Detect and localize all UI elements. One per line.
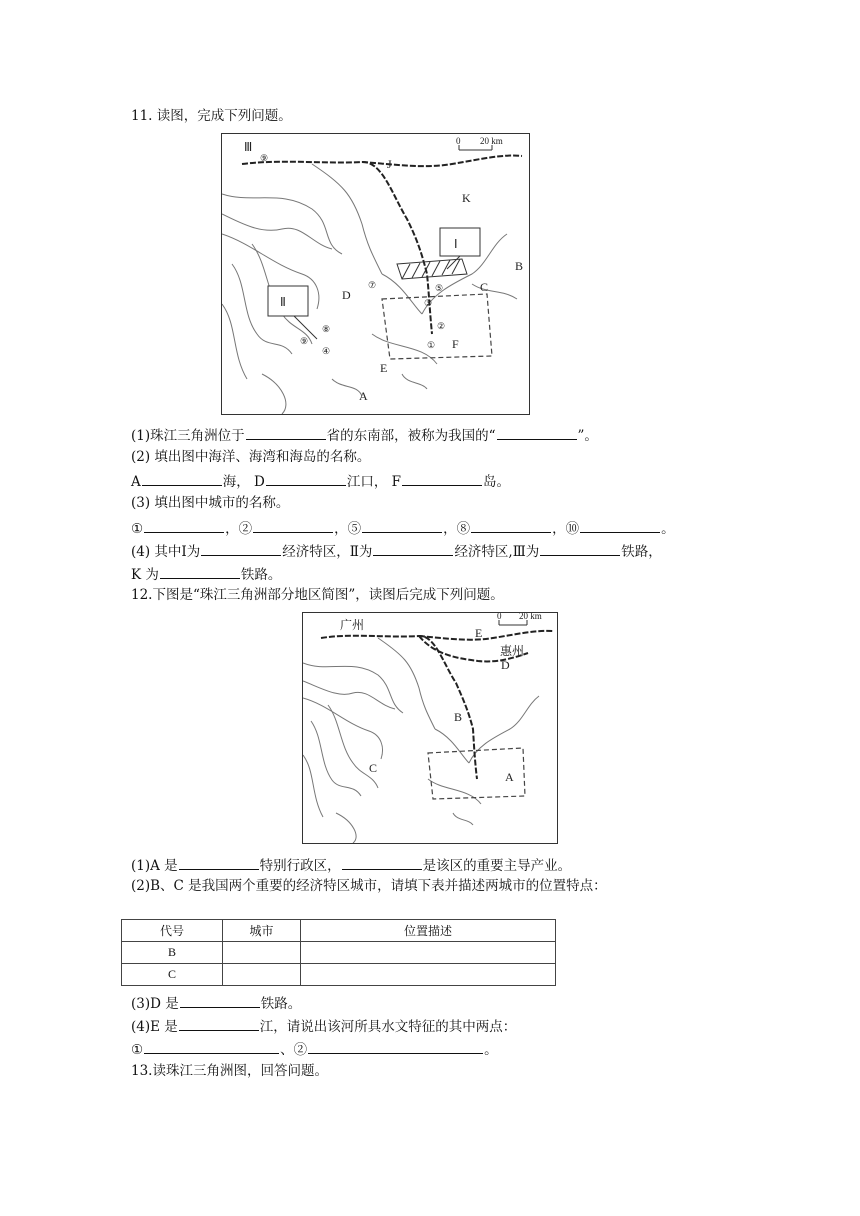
label-a: A <box>359 389 368 403</box>
label-d: D <box>342 288 351 302</box>
table-row <box>122 942 556 964</box>
q12-part3: (3)D 是 铁路。 <box>131 993 301 1013</box>
scale-zero: 0 <box>456 136 461 146</box>
table-answer-cell[interactable] <box>301 942 556 964</box>
q12-part4: (4)E 是 江，请说出该河所具水文特征的其中两点： <box>131 1016 516 1036</box>
q11-part1: (1)珠江三角洲位于 省的东南部，被称为我国的“ ”。 <box>131 425 598 445</box>
label-a: A <box>505 770 514 784</box>
label-b: B <box>515 259 524 273</box>
label-huizhou: 惠州 <box>500 644 525 658</box>
table-header: 城市 <box>223 920 301 942</box>
city-3-marker: ③ <box>424 298 433 308</box>
q11-part4: (4) 其中Ⅰ为 经济特区，Ⅱ为 经济特区,Ⅲ为 铁路， <box>131 541 662 561</box>
answer-blank[interactable] <box>253 518 333 533</box>
answer-blank[interactable] <box>402 471 482 486</box>
answer-blank[interactable] <box>179 855 259 870</box>
scale-label: 20 km <box>480 136 503 146</box>
city-1-marker: ① <box>427 340 436 350</box>
city-9-marker: ⑨ <box>260 153 269 163</box>
q13-title: 13.读珠江三角洲图，回答问题。 <box>131 1063 328 1079</box>
q11-part2-blanks: A 海， D 江口， F 岛。 <box>131 471 510 491</box>
answer-blank[interactable] <box>308 1039 483 1054</box>
answer-blank[interactable] <box>160 564 240 579</box>
scale-label: 20 km <box>519 613 542 621</box>
city-4-marker: ④ <box>322 346 331 356</box>
q11-part4-cont: K 为 铁路。 <box>131 564 281 584</box>
table-answer-cell[interactable] <box>223 942 301 964</box>
map-figure-12 <box>302 612 558 844</box>
answer-blank[interactable] <box>201 541 281 556</box>
answer-blank[interactable] <box>266 471 346 486</box>
answer-blank[interactable] <box>373 541 453 556</box>
table-header-row <box>122 920 556 942</box>
label-k: K <box>462 191 471 205</box>
label-e: E <box>380 361 388 375</box>
answer-blank[interactable] <box>342 855 422 870</box>
answer-blank[interactable] <box>246 425 326 440</box>
answer-blank[interactable] <box>144 518 224 533</box>
answer-blank[interactable] <box>179 1016 259 1031</box>
table-cell: C <box>122 964 223 986</box>
table-header: 位置描述 <box>301 920 556 942</box>
answer-blank[interactable] <box>180 993 260 1008</box>
table-cell: B <box>122 942 223 964</box>
map-figure-11 <box>221 133 530 415</box>
city-8-marker: ⑧ <box>322 324 331 334</box>
q11-part2: (2) 填出图中海洋、海湾和海岛的名称。 <box>131 449 371 465</box>
label-i: Ⅰ <box>454 237 458 251</box>
table-answer-cell[interactable] <box>223 964 301 986</box>
q12-part1: (1)A 是 特别行政区， 是该区的重要主导产业。 <box>131 855 571 875</box>
label-ii: Ⅱ <box>280 295 286 309</box>
city-9b-marker: ⑨ <box>300 336 309 346</box>
answer-blank[interactable] <box>144 1039 279 1054</box>
table-answer-cell[interactable] <box>301 964 556 986</box>
q11-title: 11. 读图，完成下列问题。 <box>131 108 292 124</box>
city-5-marker: ⑤ <box>435 283 444 293</box>
label-c: C <box>480 280 489 294</box>
answer-blank[interactable] <box>362 518 442 533</box>
city-2-marker: ② <box>437 321 446 331</box>
label-guangzhou: 广州 <box>340 618 365 632</box>
q12-part4-blanks: ① 、② 。 <box>131 1039 498 1059</box>
label-j: J <box>387 157 392 171</box>
label-c: C <box>369 761 378 775</box>
answer-blank[interactable] <box>471 518 551 533</box>
label-d: D <box>501 658 510 672</box>
scale-zero: 0 <box>497 613 502 621</box>
location-table <box>121 919 556 986</box>
city-7-marker: ⑦ <box>368 280 377 290</box>
table-header: 代号 <box>122 920 223 942</box>
q12-title: 12.下图是“珠江三角洲部分地区简图”，读图后完成下列问题。 <box>131 587 504 603</box>
answer-blank[interactable] <box>540 541 620 556</box>
q11-part3: (3) 填出图中城市的名称。 <box>131 495 290 511</box>
map-figure-12-drawing <box>303 613 557 843</box>
answer-blank[interactable] <box>142 471 222 486</box>
answer-blank[interactable] <box>580 518 660 533</box>
table-row <box>122 964 556 986</box>
label-e: E <box>475 626 483 640</box>
q11-part3-blanks: ① ，② ，⑤ ，⑧ ，⑩ 。 <box>131 518 675 538</box>
q12-part2: (2)B、C 是我国两个重要的经济特区城市，请填下表并描述两城市的位置特点： <box>131 878 607 894</box>
answer-blank[interactable] <box>497 425 577 440</box>
map-figure-11-drawing <box>222 134 529 414</box>
label-b: B <box>454 710 463 724</box>
label-f: F <box>452 337 459 351</box>
label-iii: Ⅲ <box>244 140 253 154</box>
